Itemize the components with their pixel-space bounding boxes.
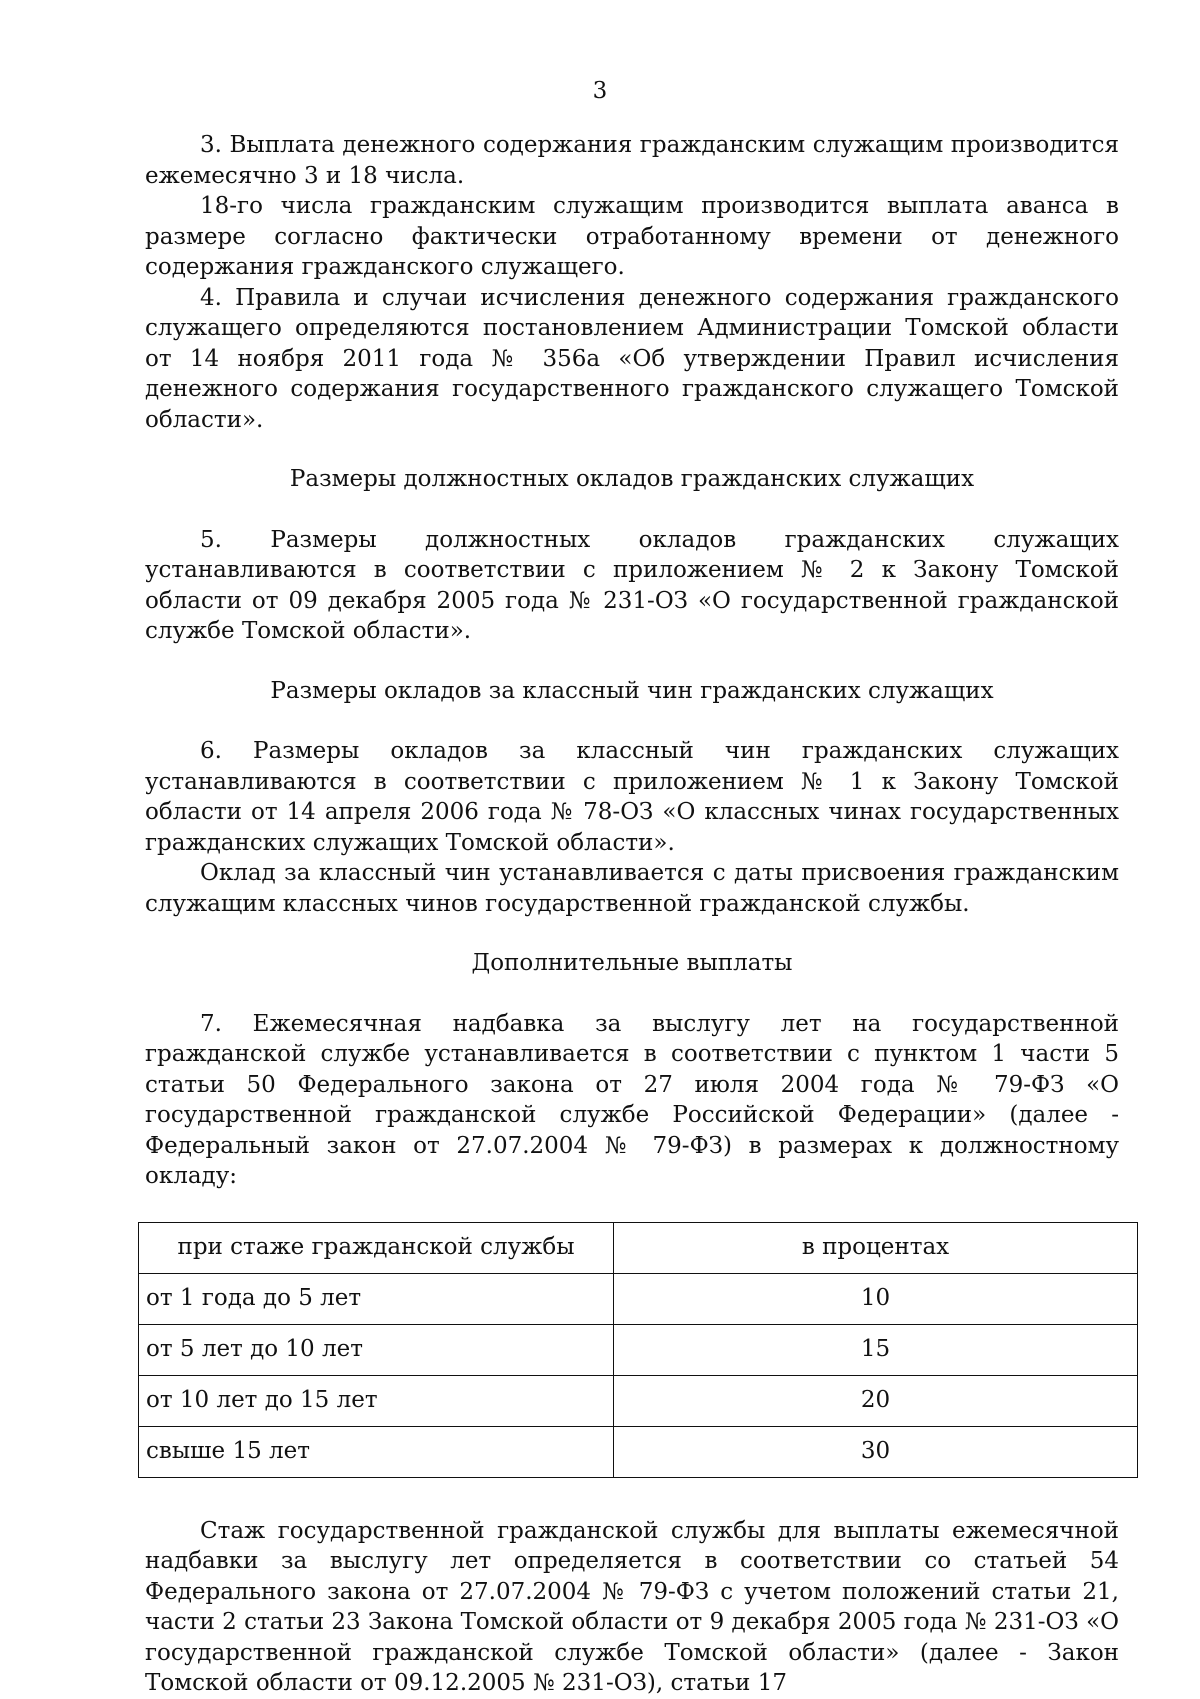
table-cell: от 10 лет до 15 лет (139, 1375, 614, 1426)
table-cell: 20 (614, 1375, 1138, 1426)
section-heading-class-rank: Размеры окладов за классный чин гражданских служащих (270, 677, 994, 704)
section-heading-additional: Дополнительные выплаты (471, 950, 793, 976)
paragraph-6-rank: Оклад за классный чин устанавливается с даты присвоения гражданским служащим классных чинов государственной гражданской службы. (145, 860, 1119, 917)
paragraph-7: 7. Ежемесячная надбавка за выслугу лет на государственной гражданской службе устанавливается в соответствии с пунктом 1 части 5 статьи 50 Федерального закона от 27 июля 2004 года № 79-ФЗ «О государственной гражданской службе Российской Федерации» (далее - Федеральный закон от 27.07.2004 № 79-ФЗ) в размерах к должностному окладу: (145, 1010, 1119, 1189)
table-cell: свыше 15 лет (139, 1426, 614, 1477)
seniority-table (138, 1222, 1138, 1478)
table-row (139, 1273, 1138, 1324)
table-cell: 30 (614, 1426, 1138, 1477)
page-number: 3 (592, 78, 608, 104)
document-body (145, 130, 1119, 1699)
paragraph-3-advance: 18-го числа гражданским служащим производится выплата аванса в размере согласно фактически отработанному времени от денежного содержания гражданского служащего. (145, 193, 1119, 280)
table-header-cell: в процентах (614, 1222, 1138, 1273)
paragraph-8: Стаж государственной гражданской службы для выплаты ежемесячной надбавки за выслугу лет определяется в соответствии со статьей 54 Федерального закона от 27.07.2004 № 79-ФЗ с учетом положений статьи 21, части 2 статьи 23 Закона Томской области от 9 декабря 2005 года № 231-ОЗ «О государственной гражданской службе Томской области» (далее - Закон Томской области от 09.12.2005 № 231-ОЗ), статьи 17 (145, 1517, 1119, 1696)
table-cell: 10 (614, 1273, 1138, 1324)
table-row (139, 1426, 1138, 1477)
table-cell: от 1 года до 5 лет (139, 1273, 614, 1324)
table-row (139, 1324, 1138, 1375)
paragraph-3: 3. Выплата денежного содержания гражданским служащим производится ежемесячно 3 и 18 числа. (145, 132, 1119, 189)
table-header-cell: при стаже гражданской службы (139, 1222, 614, 1273)
table-header-row (139, 1222, 1138, 1273)
paragraph-4: 4. Правила и случаи исчисления денежного содержания гражданского служащего определяются постановлением Администрации Томской области от 14 ноября 2011 года № 356а «Об утверждении Правил исчисления денежного содержания государственного гражданского служащего Томской области». (145, 284, 1119, 433)
paragraph-6: 6. Размеры окладов за классный чин гражданских служащих устанавливаются в соответствии с приложением № 1 к Закону Томской области от 14 апреля 2006 года № 78-ОЗ «О классных чинах государственных гражданских служащих Томской области». (145, 738, 1119, 856)
table-row (139, 1375, 1138, 1426)
table-cell: 15 (614, 1324, 1138, 1375)
table-cell: от 5 лет до 10 лет (139, 1324, 614, 1375)
section-heading-salaries: Размеры должностных окладов гражданских служащих (289, 466, 975, 492)
paragraph-5: 5. Размеры должностных окладов гражданских служащих устанавливаются в соответствии с приложением № 2 к Закону Томской области от 09 декабря 2005 года № 231-ОЗ «О государственной гражданской службе Томской области». (145, 526, 1119, 644)
